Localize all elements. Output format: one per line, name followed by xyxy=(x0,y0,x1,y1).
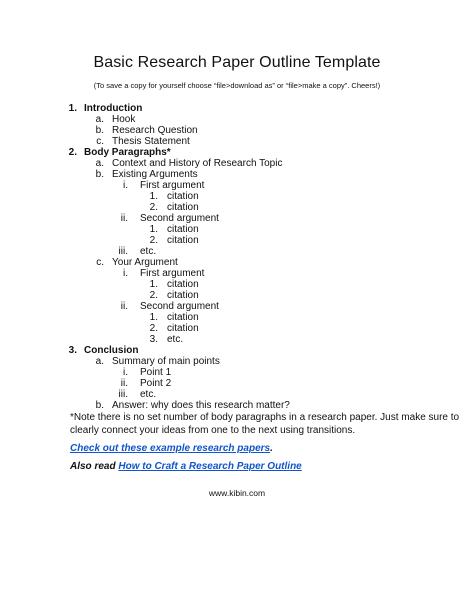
list-marker: a. xyxy=(95,158,104,169)
list-item: Research Question xyxy=(112,125,198,136)
list-item: citation xyxy=(167,290,199,301)
list-marker: a. xyxy=(95,356,104,367)
list-item: Summary of main points xyxy=(112,356,220,367)
list-item: Point 2 xyxy=(140,378,172,389)
list-item: citation xyxy=(167,191,199,202)
list-marker: 1. xyxy=(149,312,158,323)
list-marker: 1. xyxy=(68,103,77,114)
list-marker: ii. xyxy=(120,301,128,312)
list-item: Context and History of Research Topic xyxy=(112,158,283,169)
list-item: citation xyxy=(167,202,199,213)
list-item: etc. xyxy=(140,246,157,257)
list-marker: ii. xyxy=(120,378,128,389)
list-marker: i. xyxy=(123,268,128,279)
list-marker: 3. xyxy=(149,334,158,345)
list-item: etc. xyxy=(167,334,184,345)
document-title: Basic Research Paper Outline Template xyxy=(93,54,381,71)
list-item: citation xyxy=(167,323,199,334)
list-item: First argument xyxy=(140,268,205,279)
list-marker: 3. xyxy=(68,345,77,356)
list-item: Answer: why does this research matter? xyxy=(112,400,290,411)
list-marker: b. xyxy=(95,169,104,180)
document-subtitle: (To save a copy for yourself choose “file>download as” or “file>make a copy”. Cheers!) xyxy=(93,81,381,90)
list-marker: b. xyxy=(95,125,104,136)
list-marker: i. xyxy=(123,180,128,191)
section-heading-body-paragraphs: Body Paragraphs* xyxy=(84,147,171,158)
note-line: clearly connect your ideas from one to the next using transitions. xyxy=(70,425,356,436)
list-item: Thesis Statement xyxy=(112,136,190,147)
list-marker: 2. xyxy=(149,202,158,213)
list-marker: c. xyxy=(96,136,104,147)
list-marker: 1. xyxy=(149,224,158,235)
list-marker: b. xyxy=(95,400,104,411)
footer-site: www.kibin.com xyxy=(208,488,266,498)
note-line: *Note there is no set number of body paragraphs in a research paper. Just make sure to xyxy=(70,412,460,423)
outline-guide-link[interactable]: How to Craft a Research Paper Outline xyxy=(118,461,302,472)
list-marker: i. xyxy=(123,367,128,378)
list-marker: a. xyxy=(95,114,104,125)
list-marker: iii. xyxy=(118,246,128,257)
list-item: citation xyxy=(167,224,199,235)
example-papers-link[interactable]: Check out these example research papers xyxy=(70,443,271,454)
list-marker: iii. xyxy=(118,389,128,400)
list-item: citation xyxy=(167,235,199,246)
list-marker: 2. xyxy=(149,235,158,246)
list-item: citation xyxy=(167,312,199,323)
also-read-line xyxy=(70,460,302,473)
list-item: Point 1 xyxy=(140,367,172,378)
list-item: Your Argument xyxy=(112,257,178,268)
list-marker: 1. xyxy=(149,191,158,202)
examples-line xyxy=(70,442,273,455)
list-item: Second argument xyxy=(140,301,219,312)
list-item: citation xyxy=(167,279,199,290)
list-marker: ii. xyxy=(120,213,128,224)
also-read-prefix: Also read xyxy=(70,461,119,472)
section-heading-introduction: Introduction xyxy=(84,103,143,114)
list-marker: 2. xyxy=(68,147,77,158)
list-item: Second argument xyxy=(140,213,219,224)
list-item: Existing Arguments xyxy=(112,169,198,180)
list-marker: c. xyxy=(96,257,104,268)
list-marker: 2. xyxy=(149,323,158,334)
section-heading-conclusion: Conclusion xyxy=(84,345,139,356)
list-item: Hook xyxy=(112,114,136,125)
list-item: etc. xyxy=(140,389,157,400)
list-marker: 2. xyxy=(149,290,158,301)
list-item: First argument xyxy=(140,180,205,191)
examples-period: . xyxy=(270,443,273,454)
list-marker: 1. xyxy=(149,279,158,290)
